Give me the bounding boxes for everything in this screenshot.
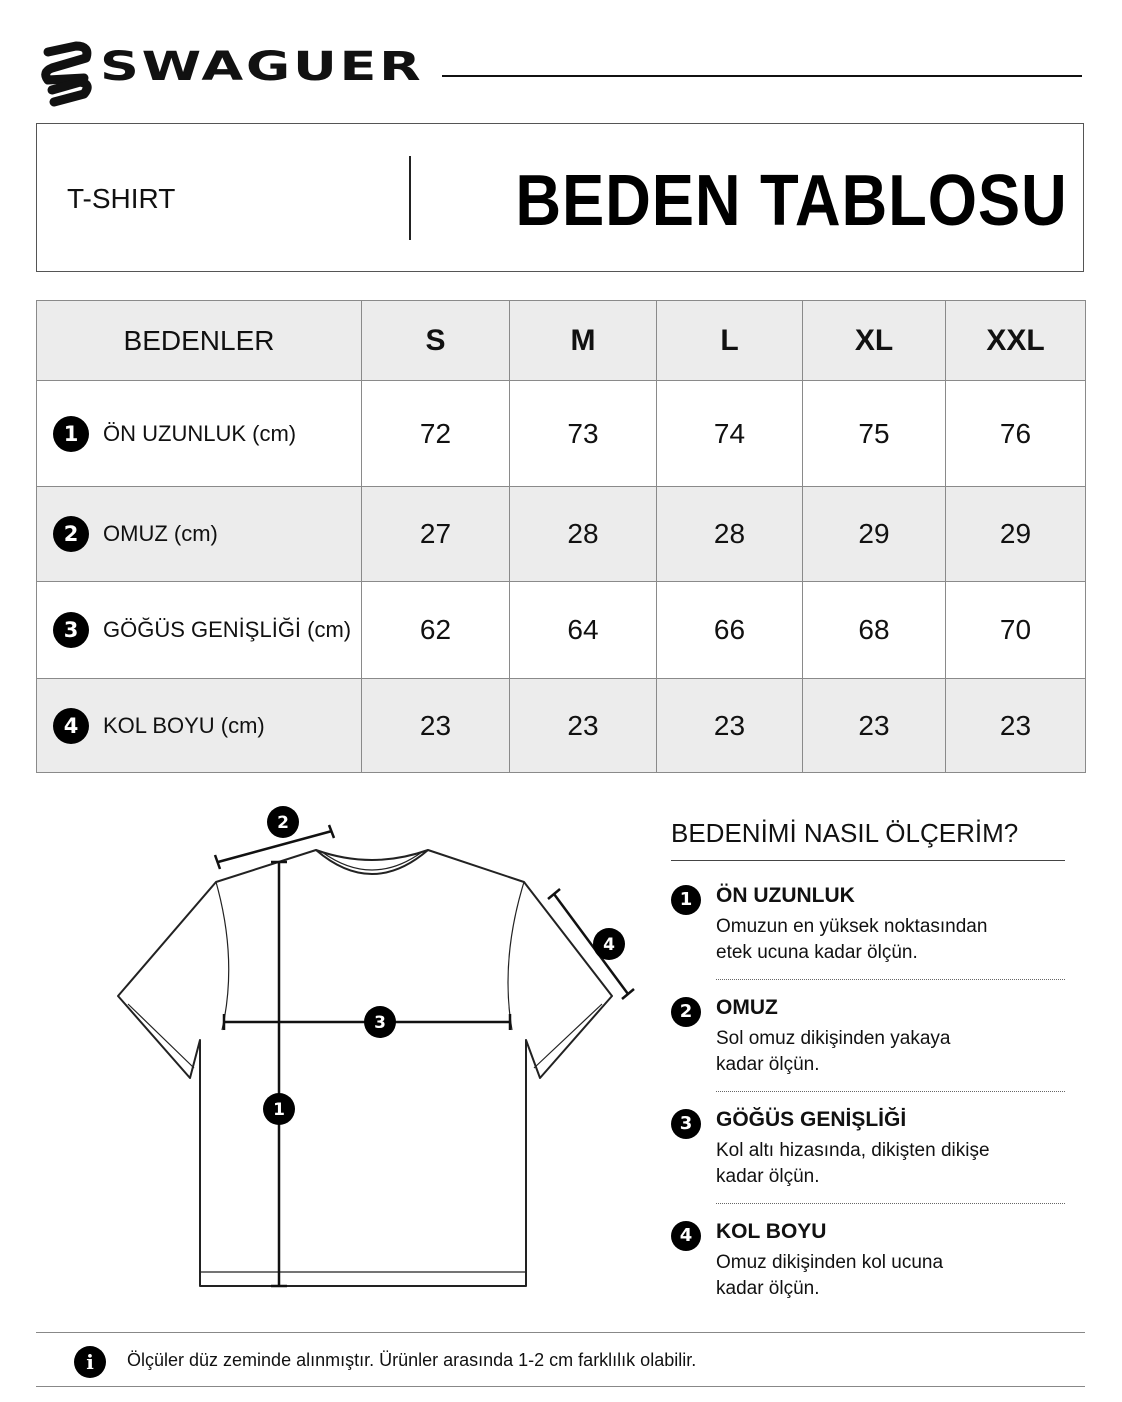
table-cell: 27 — [362, 487, 510, 582]
row-label — [37, 381, 362, 487]
table-cell: 75 — [803, 381, 946, 487]
table-header-label: BEDENLER — [37, 301, 362, 381]
table-cell: 76 — [946, 381, 1086, 487]
howto-item-text — [716, 1026, 1036, 1078]
howto-item-heading: KOL BOYU — [716, 1220, 827, 1243]
tshirt-diagram — [110, 800, 650, 1300]
table-cell: 23 — [362, 679, 510, 773]
dotted-divider — [716, 1091, 1065, 1092]
table-cell: 62 — [362, 582, 510, 679]
howto-title: BEDENİMİ NASIL ÖLÇERİM? — [671, 818, 1019, 848]
table-row — [37, 381, 1086, 487]
product-name: T-SHIRT — [67, 183, 176, 214]
table-row — [37, 487, 1086, 582]
howto-item-heading: ÖN UZUNLUK — [716, 884, 855, 907]
diagram-marker-1: 1 — [273, 1100, 285, 1120]
howto-item-line: kadar ölçün. — [716, 1054, 820, 1075]
page-title: BEDEN TABLOSU — [515, 161, 1068, 241]
howto-item-line: Omuz dikişinden kol ucuna — [716, 1252, 944, 1273]
howto-item-line: Kol altı hizasında, dikişten dikişe — [716, 1140, 990, 1161]
table-cell: 74 — [657, 381, 803, 487]
number-badge: 3 — [671, 1109, 701, 1139]
row-label — [37, 679, 362, 773]
number-badge: 3 — [53, 612, 89, 648]
title-divider — [409, 156, 411, 240]
dotted-divider — [716, 979, 1065, 980]
number-badge: 1 — [671, 885, 701, 915]
howto-item-heading: GÖĞÜS GENİŞLİĞİ — [716, 1108, 907, 1131]
number-badge: 4 — [671, 1221, 701, 1251]
table-cell: 29 — [946, 487, 1086, 582]
brand-logo-mark — [38, 38, 98, 110]
diagram-marker-2: 2 — [277, 813, 289, 833]
table-cell: 73 — [510, 381, 657, 487]
row-label — [37, 487, 362, 582]
row-label — [37, 582, 362, 679]
number-badge: 2 — [53, 516, 89, 552]
howto-item-line: etek ucuna kadar ölçün. — [716, 942, 918, 963]
size-header: XXL — [946, 301, 1086, 381]
table-cell: 66 — [657, 582, 803, 679]
table-cell: 70 — [946, 582, 1086, 679]
howto-item-heading: OMUZ — [716, 996, 778, 1019]
info-icon: i — [74, 1346, 106, 1378]
size-header: S — [362, 301, 510, 381]
size-header: M — [510, 301, 657, 381]
footer-note: Ölçüler düz zeminde alınmıştır. Ürünler arasında 1-2 cm farklılık olabilir. — [127, 1350, 697, 1370]
number-badge: 2 — [671, 997, 701, 1027]
table-cell: 28 — [510, 487, 657, 582]
size-header: L — [657, 301, 803, 381]
diagram-marker-3: 3 — [374, 1013, 386, 1033]
table-cell: 72 — [362, 381, 510, 487]
footer-rule-top — [36, 1332, 1085, 1333]
table-cell: 68 — [803, 582, 946, 679]
howto-item-line: kadar ölçün. — [716, 1166, 820, 1187]
brand-logo-text: SWAGUER — [100, 44, 424, 90]
howto-item-text — [716, 914, 1036, 966]
howto-item-line: Omuzun en yüksek noktasından — [716, 916, 988, 937]
row-label-text: GÖĞÜS GENİŞLİĞİ (cm) — [103, 617, 352, 642]
dotted-divider — [716, 1203, 1065, 1204]
table-cell: 23 — [510, 679, 657, 773]
tshirt-outline — [118, 850, 612, 1286]
table-row — [37, 679, 1086, 773]
howto-item-line: Sol omuz dikişinden yakaya — [716, 1028, 951, 1049]
size-table — [36, 300, 1086, 773]
table-cell: 28 — [657, 487, 803, 582]
howto-item-text — [716, 1250, 1036, 1302]
table-cell: 23 — [803, 679, 946, 773]
table-row — [37, 582, 1086, 679]
howto-rule — [671, 860, 1065, 861]
table-cell: 64 — [510, 582, 657, 679]
table-cell: 23 — [946, 679, 1086, 773]
table-header-row — [37, 301, 1086, 381]
size-header: XL — [803, 301, 946, 381]
howto-item-line: kadar ölçün. — [716, 1278, 820, 1299]
number-badge: 4 — [53, 708, 89, 744]
row-label-text: ÖN UZUNLUK (cm) — [103, 420, 297, 446]
number-badge: 1 — [53, 416, 89, 452]
table-cell: 29 — [803, 487, 946, 582]
header-rule — [442, 75, 1082, 77]
row-label-text: KOL BOYU (cm) — [103, 712, 265, 738]
diagram-marker-4: 4 — [603, 935, 615, 955]
row-label-text: OMUZ (cm) — [103, 521, 218, 546]
footer-rule-bottom — [36, 1386, 1085, 1387]
howto-item-text — [716, 1138, 1036, 1190]
table-cell: 23 — [657, 679, 803, 773]
